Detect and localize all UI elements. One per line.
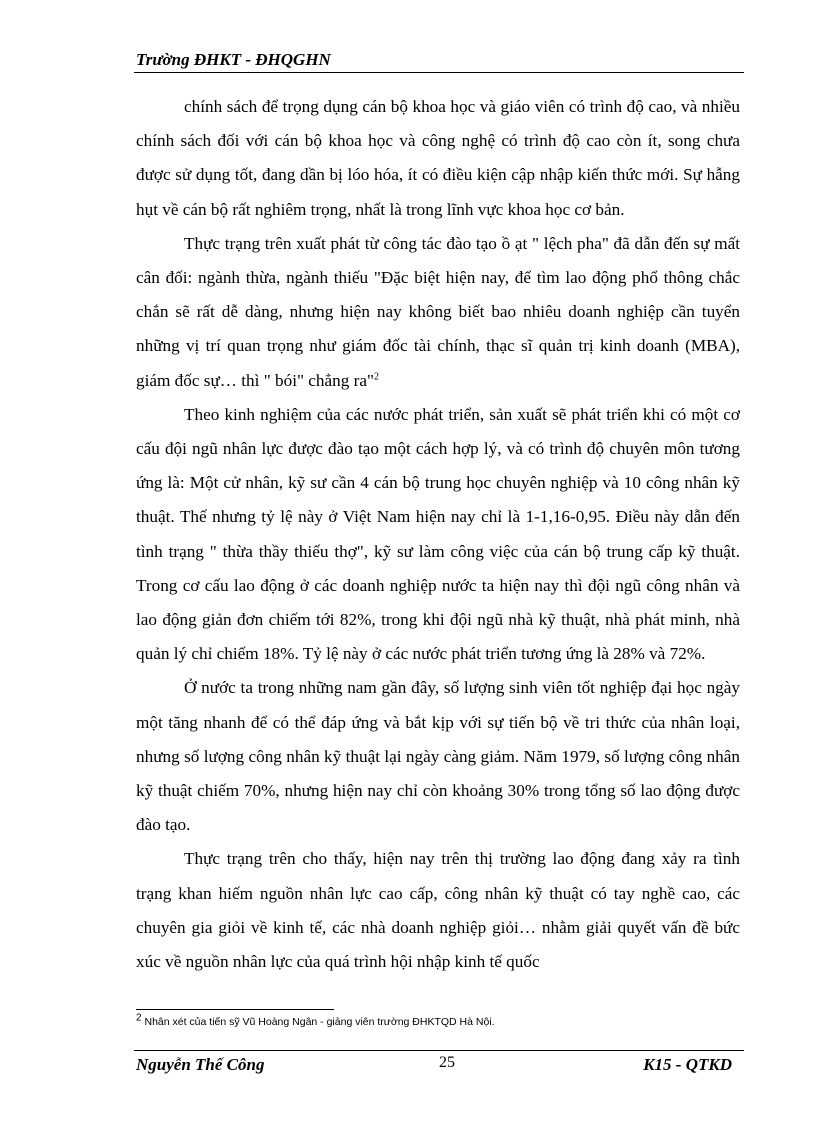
paragraph-2-text: Thực trạng trên xuất phát từ công tác đào tạo ồ ạt " lệch pha" đã dẫn đến sự mất cân đối: ngành thừa, ngành thiếu "Đặc biệt hiện nay, để tìm lao động phổ thông chắc chắn sẽ rất dễ dàng, nhưng hiện nay không biết bao nhiêu doanh nghiệp cần tuyển những vị trí quan trọng như giám đốc tài chính, thạc sĩ quản trị kinh doanh (MBA), giám đốc sự… thì " bói" chẳng ra"	[136, 233, 740, 390]
paragraph-3: Theo kinh nghiệm của các nước phát triển, sản xuất sẽ phát triển khi có một cơ cấu đội ngũ nhân lực được đào tạo một cách hợp lý, và có trình độ chuyên môn tương ứng là: Một cử nhân, kỹ sư cần 4 cán bộ trung học chuyên nghiệp và 10 công nhân kỹ thuật. Thế nhưng tỷ lệ này ở Việt Nam hiện nay chỉ là 1-1,16-0,95. Điều này dẫn đến tình trạng " thừa thầy thiếu thợ", kỹ sư làm công việc của cán bộ trung cấp kỹ thuật. Trong cơ cấu lao động ở các doanh nghiệp nước ta hiện nay thì đội ngũ công nhân và lao động giản đơn chiếm tới 82%, trong khi đội ngũ nhà kỹ thuật, nhà phát minh, nhà quản lý chỉ chiếm 18%. Tỷ lệ này ở các nước phát triển tương ứng là 28% và 72%.	[136, 404, 740, 664]
footnote	[136, 1012, 495, 1028]
footer-separator	[134, 1050, 744, 1051]
paragraph-4: Ở nước ta trong những nam gần đây, số lượng sinh viên tốt nghiệp đại học ngày một tăng nhanh để có thể đáp ứng và bắt kịp với sự tiến bộ về tri thức của nhân loại, nhưng số lượng công nhân kỹ thuật lại ngày càng giảm. Năm 1979, số lượng công nhân kỹ thuật chiếm 70%, nhưng hiện nay chỉ còn khoảng 30% trong tổng số lao động được đào tạo.	[136, 678, 740, 835]
footnote-separator	[136, 1009, 334, 1010]
footer-class-code: K15 - QTKD	[643, 1055, 732, 1074]
footnote-text: Nhân xét của tiến sỹ Vũ Hoàng Ngân - giảng viên trường ĐHKTQD Hà Nội.	[144, 1016, 495, 1028]
page-number: 25	[439, 1054, 455, 1071]
header-title: Trường ĐHKT - ĐHQGHN	[136, 50, 331, 69]
body-text	[136, 90, 740, 979]
paragraph-2	[136, 227, 740, 398]
footer-author: Nguyễn Thế Công	[136, 1055, 265, 1074]
page-header	[134, 50, 744, 73]
footnote-reference: 2	[374, 370, 379, 382]
paragraph-1: chính sách để trọng dụng cán bộ khoa học và giáo viên có trình độ cao, và nhiều chính sách đối với cán bộ khoa học và công nghệ có trình độ cao còn ít, song chưa được sử dụng tốt, đang dần bị lóo hóa, ít có điều kiện cập nhập kiến thức mới. Sự hẫng hụt về cán bộ rất nghiêm trọng, nhất là trong lĩnh vực khoa học cơ bản.	[136, 97, 740, 219]
footnote-mark: 2	[136, 1012, 142, 1024]
paragraph-5: Thực trạng trên cho thấy, hiện nay trên thị trường lao động đang xảy ra tình trạng khan hiếm nguồn nhân lực cao cấp, công nhân kỹ thuật có tay nghề cao, các chuyên gia giỏi về kinh tế, các nhà doanh nghiệp giỏi… nhằm giải quyết vấn đề bức xúc về nguồn nhân lực của quá trình hội nhập kinh tế quốc	[136, 849, 740, 972]
